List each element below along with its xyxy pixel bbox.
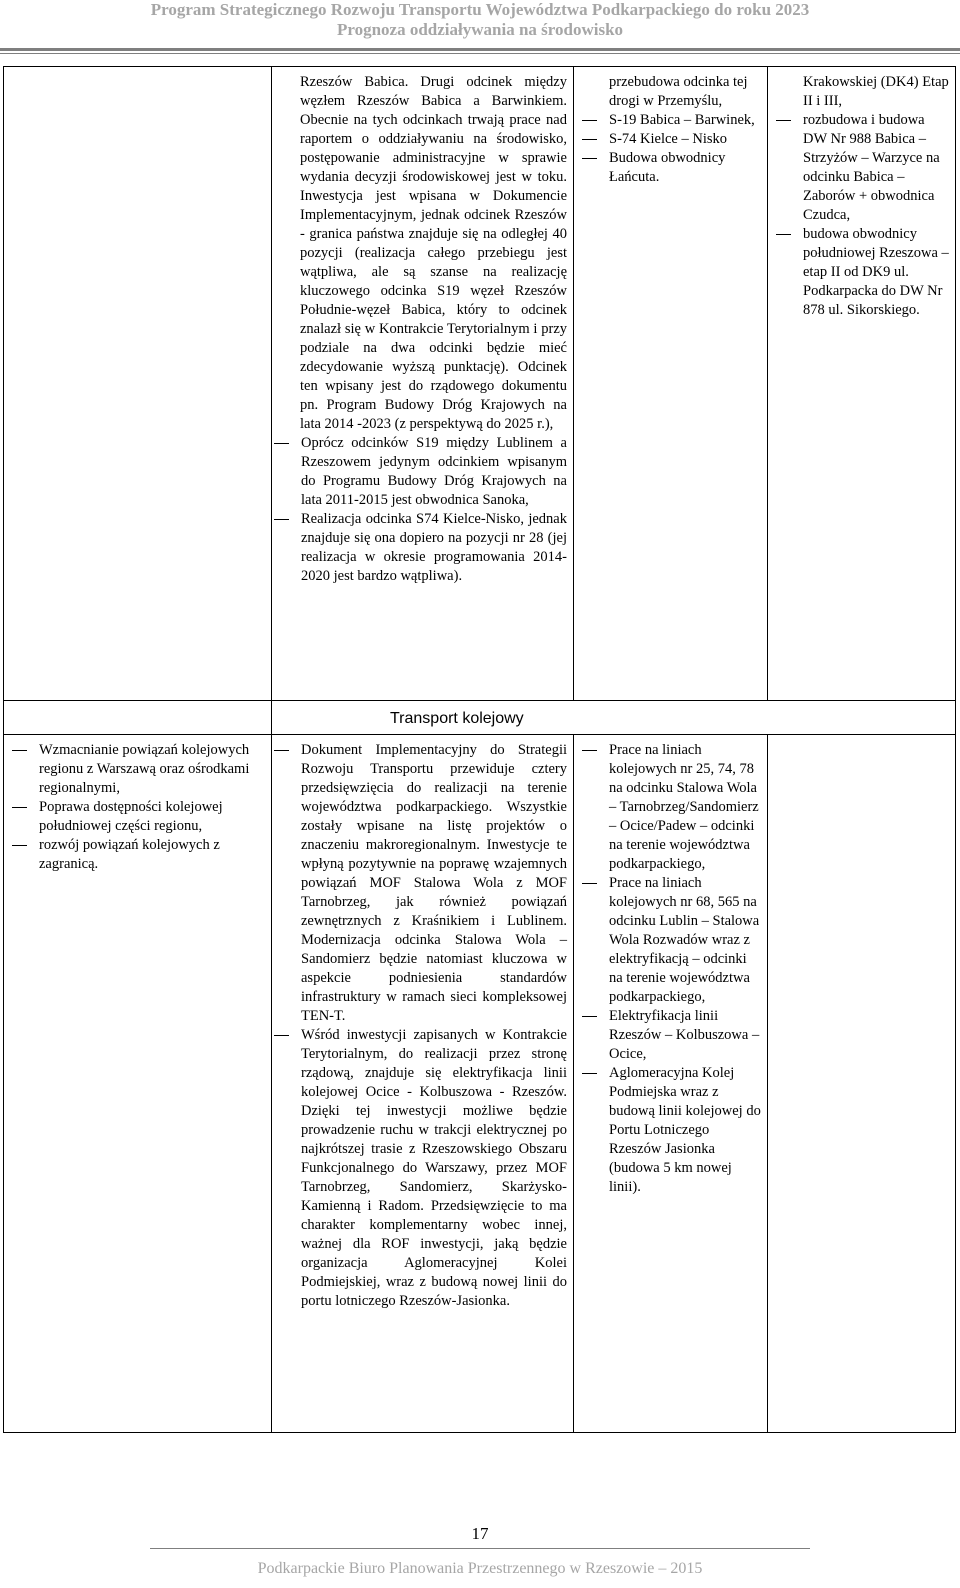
content-table bbox=[3, 66, 956, 1433]
list-item: Aglomeracyjna Kolej Podmiejska wraz z budową linii kolejowej do Portu Lotniczego Rzeszów Jasionka (budowa 5 km nowej linii). bbox=[580, 1064, 761, 1197]
list-item: Budowa obwodnicy Łańcuta. bbox=[580, 149, 761, 187]
section-title: Transport kolejowy bbox=[390, 710, 524, 727]
road-goals-cell bbox=[4, 67, 272, 701]
section-spacer-cell bbox=[4, 701, 272, 735]
road-regional-list bbox=[774, 111, 949, 320]
road-analysis-text: Rzeszów Babica. Drugi odcinek między węzłem Rzeszów Babica a Barwinkiem. Obecnie na tych odcinkach trwają prace nad raportem o oddziaływaniu na środowisko, postępowanie administracyjne w sprawie wydania decyzji środowiskowej jest w toku. Inwestycja jest wpisana w Dokumencie Implementacyjnym, jednak odcinek Rzeszów - granica państwa znajduje się na odległej 40 pozycji (realizacja całego przebiegu jest wątpliwa, ale są szanse na realizację kluczowego odcinka S19 węzeł Rzeszów Południe-węzeł Babica, który to odcinek znalazł się w Kontrakcie Terytorialnym i przy podziale na dwa odcinki będzie mieć zdecydowanie wyższą punktację). Odcinek ten wpisany jest do rządowego dokumentu pn. Program Budowy Dróg Krajowych na lata 2014 -2023 (z perspektywą do 2025 r.), bbox=[300, 74, 567, 432]
road-analysis-cell bbox=[272, 67, 574, 701]
list-item: S-19 Babica – Barwinek, bbox=[580, 111, 761, 130]
list-item: Prace na liniach kolejowych nr 68, 565 na odcinku Lublin – Stalowa Wola Rozwadów wraz z elektryfikacją – odcinki na terenie województwa podkarpackiego, bbox=[580, 874, 761, 1007]
rail-goals-cell bbox=[4, 735, 272, 1433]
list-item: Wzmacnianie powiązań kolejowych regionu z Warszawą oraz ośrodkami regionalnymi, bbox=[10, 741, 265, 798]
list-item: S-74 Kielce – Nisko bbox=[580, 130, 761, 149]
page-number: 17 bbox=[471, 1524, 489, 1543]
section-title-cell bbox=[272, 701, 956, 735]
page-header bbox=[0, 0, 960, 45]
list-item: Wśród inwestycji zapisanych w Kontrakcie Terytorialnym, do realizacji przez stronę rządową, znajduje się elektryfikacja linii kolejowej Ocice - Kolbuszowa - Rzeszów. Dzięki tej inwestycji możliwe będzie prowadzenie ruchu w trakcji elektrycznej po najkrótszej trasie z Rzeszowskiego Obszaru Funkcjonalnego do Warszawy, przez MOF Tarnobrzeg, Sandomierz, Skarżysko-Kamienną i Radom. Przedsięwzięcie to ma charakter komplementarny wobec innej, ważnej dla ROF inwestycji, jaką będzie organizacja Aglomeracyjnej Kolei Podmiejskiej, wraz z budową nowej linii do portu lotniczego Rzeszów-Jasionka. bbox=[272, 1026, 567, 1311]
road-analysis-list bbox=[272, 434, 567, 586]
road-row bbox=[4, 67, 956, 701]
list-item: Oprócz odcinków S19 między Lublinem a Rzeszowem jedynym odcinkiem wpisanym do Programu Budowy Dróg Krajowych na lata 2011-2015 jest obwodnica Sanoka, bbox=[272, 434, 567, 510]
header-title: Program Strategicznego Rozwoju Transportu Województwa Podkarpackiego do roku 2023 bbox=[150, 0, 810, 19]
rail-regional-cell bbox=[768, 735, 956, 1433]
list-item: rozwój powiązań kolejowych z zagranicą. bbox=[10, 836, 265, 874]
list-item: Prace na liniach kolejowych nr 25, 74, 78 na odcinku Stalowa Wola – Tarnobrzeg/Sandomierz – Ocice/Padew – odcinki na terenie województwa podkarpackiego, bbox=[580, 741, 761, 874]
list-item: budowa obwodnicy południowej Rzeszowa – etap II od DK9 ul. Podkarpacka do DW Nr 878 ul. Sikorskiego. bbox=[774, 225, 949, 320]
road-investments-cell bbox=[574, 67, 768, 701]
footer-rule bbox=[150, 1548, 810, 1549]
list-item: rozbudowa i budowa DW Nr 988 Babica – Strzyżów – Warzyce na odcinku Babica – Zaborów + obwodnica Czudca, bbox=[774, 111, 949, 225]
rail-investments-cell bbox=[574, 735, 768, 1433]
rail-analysis-cell bbox=[272, 735, 574, 1433]
header-subtitle: Prognoza oddziaływania na środowisko bbox=[336, 20, 624, 39]
rail-goals-list bbox=[10, 741, 265, 874]
list-item: Elektryfikacja linii Rzeszów – Kolbuszowa – Ocice, bbox=[580, 1007, 761, 1064]
road-regional-cell bbox=[768, 67, 956, 701]
header-rule-thin bbox=[0, 53, 960, 54]
rail-row bbox=[4, 735, 956, 1433]
road-investments-text: przebudowa odcinka tej drogi w Przemyślu, bbox=[609, 74, 748, 109]
header-rule bbox=[0, 48, 960, 51]
rail-analysis-list bbox=[272, 741, 567, 1311]
road-regional-text: Krakowskiej (DK4) Etap II i III, bbox=[803, 74, 949, 109]
section-row bbox=[4, 701, 956, 735]
road-investments-list bbox=[580, 111, 761, 187]
list-item: Realizacja odcinka S74 Kielce-Nisko, jednak znajduje się ona dopiero na pozycji nr 28 (jej realizacja w okresie programowania 2014-2020 jest bardzo wątpliwa). bbox=[272, 510, 567, 586]
footer-text: Podkarpackie Biuro Planowania Przestrzennego w Rzeszowie – 2015 bbox=[257, 1560, 703, 1577]
list-item: Poprawa dostępności kolejowej południowej części regionu, bbox=[10, 798, 265, 836]
rail-investments-list bbox=[580, 741, 761, 1197]
list-item: Dokument Implementacyjny do Strategii Rozwoju Transportu przewiduje cztery przedsięwzięcia do realizacji na terenie województwa podkarpackiego. Wszystkie zostały wpisane na listę projektów o znaczeniu makroregionalnym. Inwestycje te wpłyną pozytywnie na poprawę wzajemnych powiązań MOF Stalowa Wola z MOF Tarnobrzeg, jak również powiązań zewnętrznych z Kraśnikiem i Lublinem. Modernizacja odcinka Stalowa Wola – Sandomierz będzie natomiast kluczowa w aspekcie podniesienia standardów infrastruktury w ramach sieci kompleksowej TEN-T. bbox=[272, 741, 567, 1026]
